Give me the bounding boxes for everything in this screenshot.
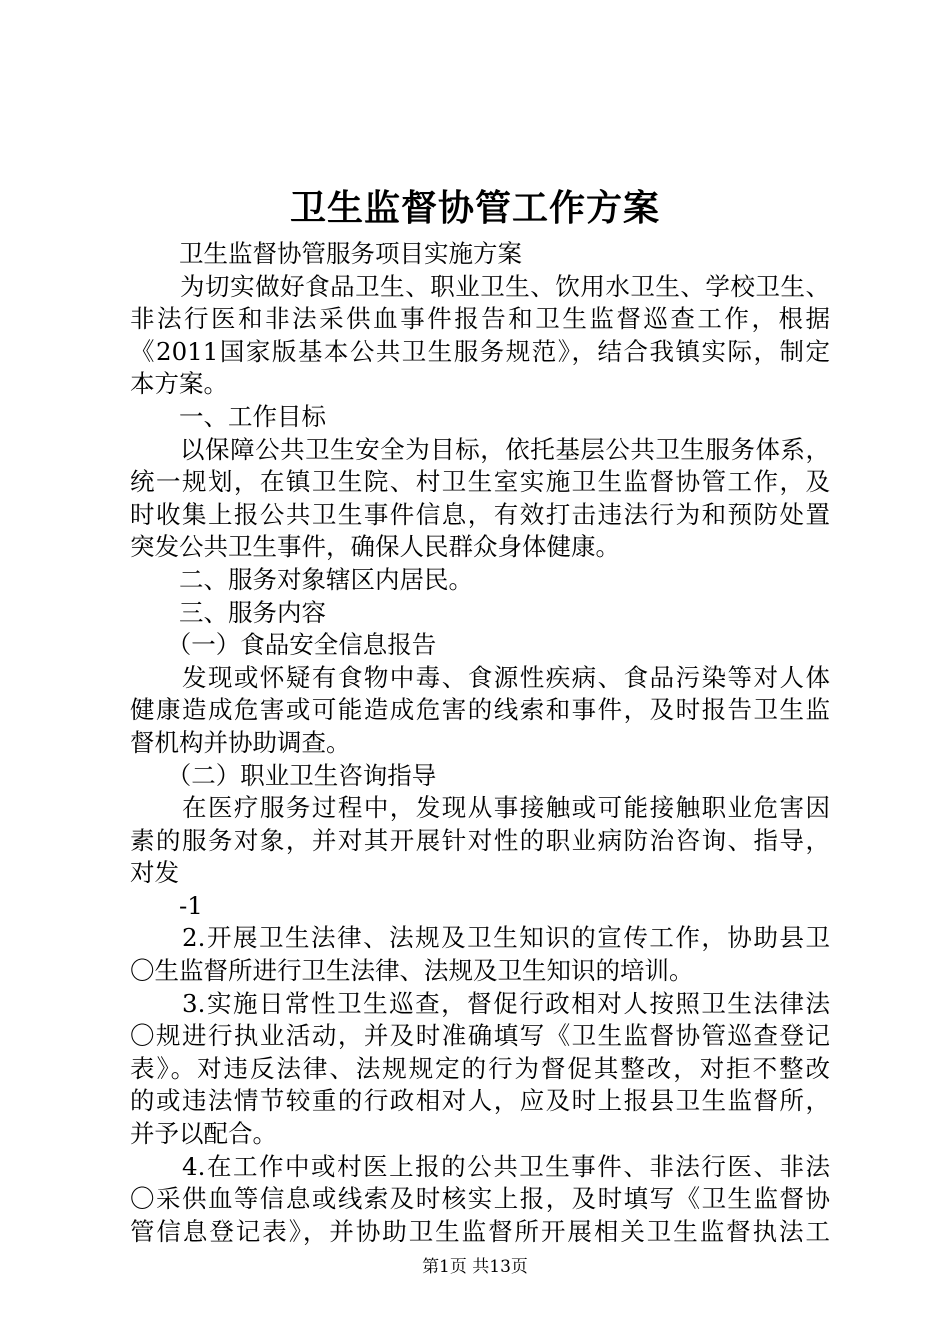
text-line: 表》。对违反法律、法规规定的行为督促其整改，对拒不整改 [130,1053,830,1083]
document-body [130,238,830,1248]
text-line: 在医疗服务过程中，发现从事接触或可能接触职业危害因 [130,793,830,823]
page-footer: 第1页 共13页 [422,1257,528,1277]
text-line: 一、工作目标 [130,401,326,431]
text-line: 管信息登记表》，并协助卫生监督所开展相关卫生监督执法工 [130,1216,830,1246]
text-line: 《2011国家版基本公共卫生服务规范》，结合我镇实际，制定 [130,336,830,366]
text-line: 3.实施日常性卫生巡查，督促行政相对人按照卫生法律法 [130,988,830,1018]
text-line: 4.在工作中或村医上报的公共卫生事件、非法行医、非法 [130,1151,830,1181]
text-line: 三、服务内容 [130,597,326,627]
text-line: 〇生监督所进行卫生法律、法规及卫生知识的培训。 [130,956,694,986]
text-line: 〇采供血等信息或线索及时核实上报，及时填写《卫生监督协 [130,1184,830,1214]
text-line: 为切实做好食品卫生、职业卫生、饮用水卫生、学校卫生、 [130,271,830,301]
text-line: 素的服务对象，并对其开展针对性的职业病防治咨询、指导， [130,825,830,855]
text-line: （一）食品安全信息报告 [130,630,437,660]
document-title: 卫生监督协管工作方案 [289,187,660,229]
text-line: 发现或怀疑有食物中毒、食源性疾病、食品污染等对人体 [130,662,830,692]
text-line: （二）职业卫生咨询指导 [130,760,437,790]
text-line: 卫生监督协管服务项目实施方案 [130,239,522,268]
text-line: 非法行医和非法采供血事件报告和卫生监督巡查工作，根据 [130,304,830,334]
text-line: 时收集上报公共卫生事件信息，有效打击违法行为和预防处置 [130,499,830,529]
text-line: 对发 [130,858,179,888]
text-line: 2.开展卫生法律、法规及卫生知识的宣传工作，协助县卫 [130,923,830,953]
text-line: 突发公共卫生事件，确保人民群众身体健康。 [130,532,620,562]
text-line: 二、服务对象辖区内居民。 [130,564,473,594]
text-line: 本方案。 [130,369,228,399]
text-line: 统一规划，在镇卫生院、村卫生室实施卫生监督协管工作，及 [130,467,830,497]
text-line: -1 [130,890,203,920]
text-line: 〇规进行执业活动，并及时准确填写《卫生监督协管巡查登记 [130,1021,830,1051]
text-line: 并予以配合。 [130,1119,277,1149]
text-line: 以保障公共卫生安全为目标，依托基层公共卫生服务体系， [130,434,830,464]
text-line: 健康造成危害或可能造成危害的线索和事件，及时报告卫生监 [130,695,830,725]
text-line: 的或违法情节较重的行政相对人，应及时上报县卫生监督所， [130,1086,830,1116]
text-line: 督机构并协助调查。 [130,727,351,757]
